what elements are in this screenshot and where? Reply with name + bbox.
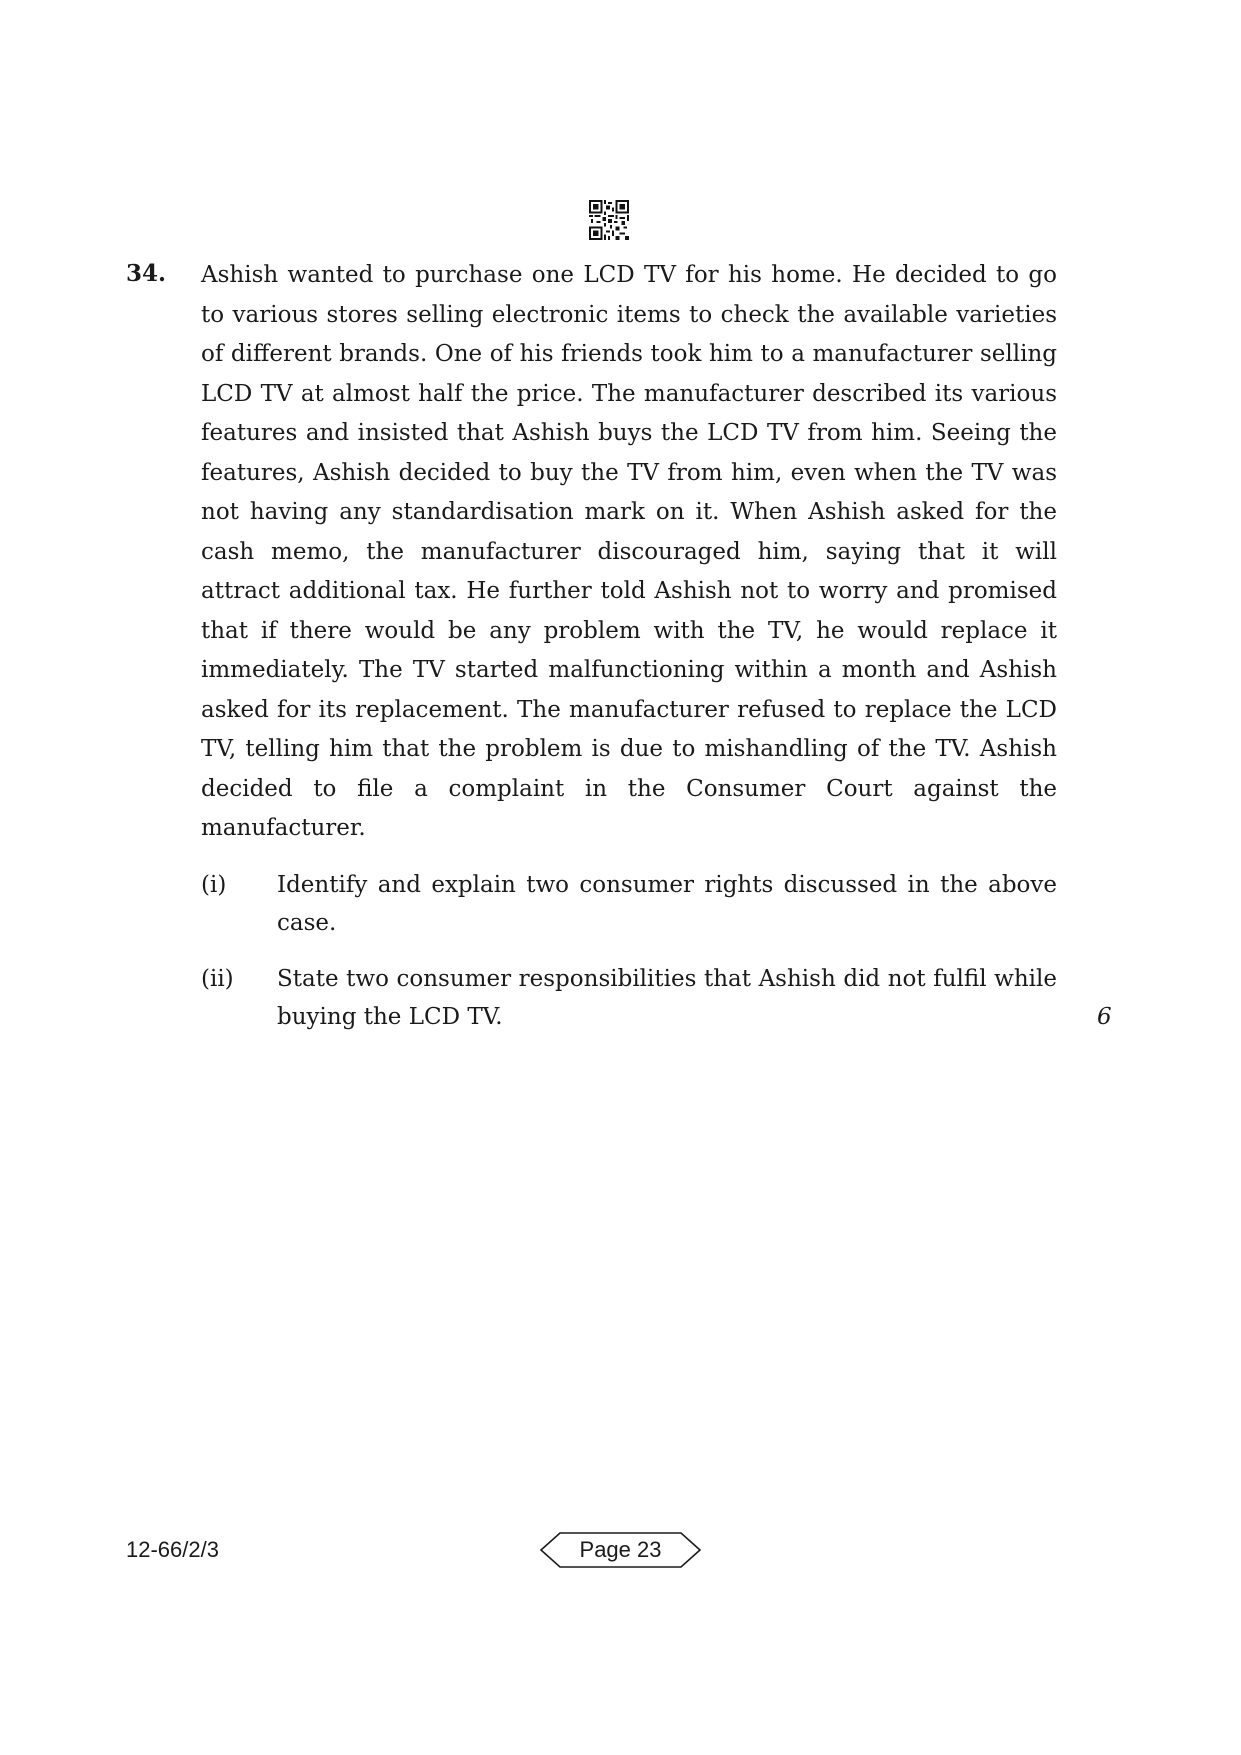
question-body: Ashish wanted to purchase one LCD TV for his home. He decided to go to various stores selling electronic items to check the available varieties of different brands. One of his friends took him to a manufacturer selling LCD TV at almost half the price. The manufacturer described its various features and insisted that Ashish buys the LCD TV from him. Seeing the features, Ashish decided to buy the TV from him, even when the TV was not having any standardisation mark on it. When Ashish asked for the cash memo, the manufacturer discouraged him, saying that it will attract additional tax. He further told Ashish not to worry and promised that if there would be any problem with the TV, he would replace it immediately. The TV started malfunctioning within a month and Ashish asked for its replacement. The manufacturer refused to replace the LCD TV, telling him that the problem is due to mishandling of the TV. Ashish decided to file a complaint in the Consumer Court against the manufacturer. (201, 262, 1057, 841)
sub-question-text: Identify and explain two consumer rights discussed in the above case. (277, 872, 1057, 936)
question-number: 34. (126, 260, 167, 287)
sub-question-label: (i) (201, 872, 227, 898)
sub-question-label: (ii) (201, 966, 234, 992)
paper-code: 12-66/2/3 (126, 1537, 219, 1562)
sub-question-1 (201, 866, 1057, 942)
qr-code-icon (589, 200, 629, 240)
sub-question-2 (201, 960, 1057, 1036)
page-number: Page 23 (579, 1537, 662, 1562)
page-number-badge (538, 1530, 703, 1570)
question-marks: 6 (1097, 1004, 1112, 1030)
sub-question-text: State two consumer responsibilities that Ashish did not fulfil while buying the LCD TV. (277, 966, 1057, 1030)
